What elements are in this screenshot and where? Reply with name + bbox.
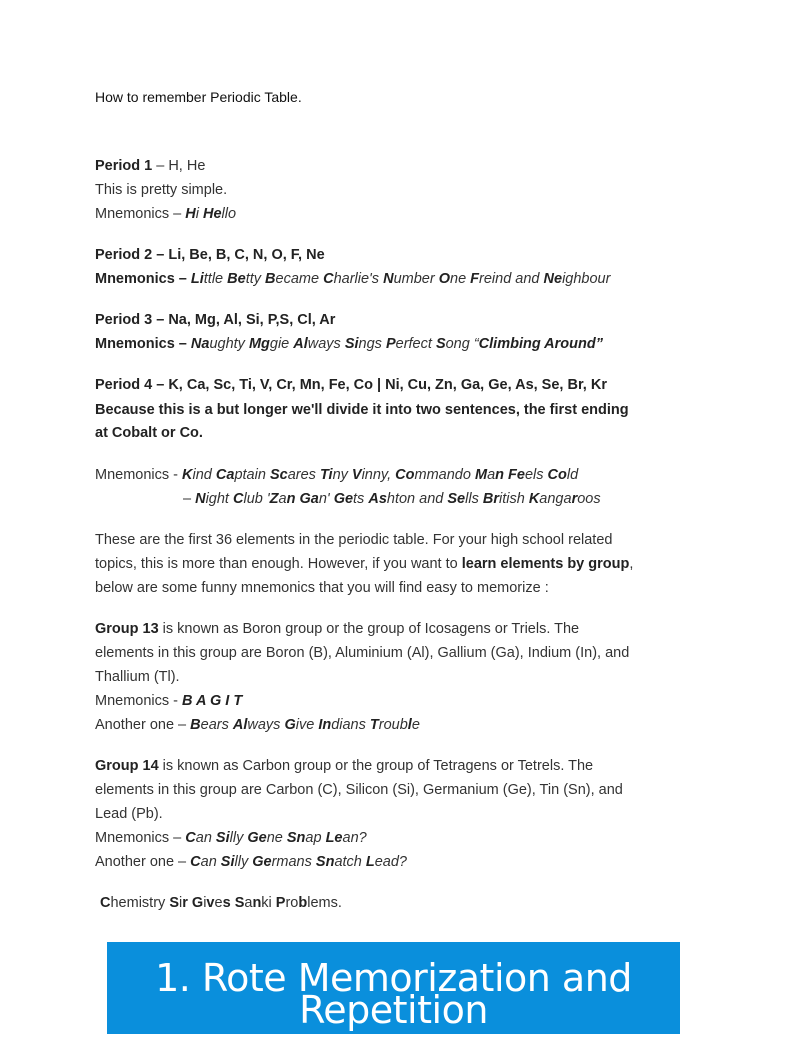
section-heading-banner — [107, 942, 680, 1034]
intro-line-3: below are some funny mnemonics that you will find easy to memorize : — [95, 580, 549, 596]
mnemonic-segment: n — [252, 895, 262, 911]
group-14-mnemonic: Mnemonics – Can Silly Gene Snap Lean? — [95, 830, 367, 846]
mnemonic-segment: L — [365, 854, 375, 870]
mnemonic-segment: C — [323, 271, 334, 287]
mnemonic-segment: ares — [287, 467, 320, 483]
mnemonic-segment: O — [438, 271, 450, 287]
mnemonic-segment: a — [244, 895, 253, 911]
mnemonic-segment: Co — [395, 467, 415, 483]
mnemonic-segment: G — [191, 895, 204, 911]
period-2-mnemonic: Mnemonics – Little Betty Became Charlie's Number One Freind and Neighbour — [95, 271, 611, 287]
mnemonic-segment: ki — [261, 895, 276, 911]
mnemonic-segment: Li — [190, 271, 204, 287]
mnemonic-segment: v — [206, 895, 215, 911]
mnemonic-segment: llo — [221, 206, 237, 222]
mnemonic-segment: l — [407, 717, 412, 733]
mnemonic-segment: Fe — [508, 467, 525, 483]
mnemonic-segment: n' — [318, 491, 334, 507]
mnemonic-segment: i — [195, 206, 203, 222]
mnemonic-segment: Ge — [252, 854, 272, 870]
mnemonic-segment: Sn — [315, 854, 335, 870]
group-14-line-3: Lead (Pb). — [95, 806, 163, 822]
mnemonic-segment: G — [284, 717, 296, 733]
mnemonic-segment: F — [470, 271, 480, 287]
mnemonic-segment: gie — [269, 336, 294, 352]
period-3-heading: Period 3 – Na, Mg, Al, Si, P,S, Cl, Ar — [95, 312, 336, 328]
mnemonic-segment: N — [195, 491, 206, 507]
period-1-note: This is pretty simple. — [95, 182, 228, 198]
banner-line-2: Repetition — [299, 988, 488, 1032]
mnemonic-segment: ead? — [374, 854, 407, 870]
mnemonic-segment: ne — [450, 271, 471, 287]
mnemonic-segment: V — [351, 467, 362, 483]
mnemonic-segment: e — [411, 717, 420, 733]
mnemonic-segment: roub — [378, 717, 408, 733]
group-13-line-1: Group 13 is known as Boron group or the group of Icosagens or Triels. The — [95, 621, 580, 637]
mnemonic-segment: ong “ — [445, 336, 479, 352]
mnemonic-segment: mmando — [414, 467, 475, 483]
final-mnemonic — [100, 893, 342, 913]
mnemonic-segment: Be — [227, 271, 246, 287]
mnemonic-segment: M — [474, 467, 488, 483]
period-1-mnemonic: Mnemonics – Hi Hello — [95, 206, 237, 222]
mnemonic-segment: In — [318, 717, 332, 733]
mnemonic-segment: S — [169, 895, 179, 911]
period-4-explanation-1: Because this is a but longer we'll divide it into two sentences, the first ending — [95, 402, 629, 418]
mnemonic-segment: Co — [547, 467, 567, 483]
mnemonic-segment: ecame — [275, 271, 324, 287]
period-2-heading: Period 2 – Li, Be, B, C, N, O, F, Ne — [95, 247, 325, 263]
banner-line-1: 1. Rote Memorization and — [155, 956, 632, 1000]
mnemonic-segment: C — [185, 830, 196, 846]
mnemonic-segment: ro — [285, 895, 299, 911]
mnemonic-segment: ive — [295, 717, 319, 733]
mnemonic-segment: anga — [539, 491, 572, 507]
mnemonic-segment: Mg — [248, 336, 270, 352]
mnemonic-segment: umber — [393, 271, 439, 287]
mnemonic-segment: a — [278, 491, 287, 507]
mnemonic-segment: Sc — [269, 467, 288, 483]
period-4-explanation-2: at Cobalt or Co. — [95, 425, 203, 441]
mnemonic-segment: K — [182, 467, 193, 483]
mnemonic-segment: Ga — [299, 491, 319, 507]
period-4-heading: Period 4 – K, Ca, Sc, Ti, V, Cr, Mn, Fe, Co | Ni, Cu, Zn, Ga, Ge, As, Se, Br, Kr — [95, 377, 607, 393]
mnemonic-segment: a — [487, 467, 496, 483]
mnemonic-segment: n — [495, 467, 504, 483]
mnemonic-segment: ind — [192, 467, 216, 483]
mnemonic-segment: Climbing Around” — [478, 336, 603, 352]
mnemonic-segment: Br — [482, 491, 499, 507]
mnemonic-segment: inny, — [361, 467, 396, 483]
period-3-mnemonic: Mnemonics – Naughty Mggie Always Sings Perfect Song “Climbing Around” — [95, 336, 603, 352]
mnemonic-segment: ptain — [234, 467, 270, 483]
mnemonic-segment: an? — [342, 830, 367, 846]
mnemonic-segment: C — [190, 854, 201, 870]
mnemonic-segment: hton and — [386, 491, 448, 507]
mnemonic-segment: ngs — [358, 336, 386, 352]
mnemonic-segment: ne — [266, 830, 287, 846]
mnemonic-segment: Si — [220, 854, 235, 870]
mnemonic-segment: Ge — [247, 830, 267, 846]
mnemonic-segment: Ne — [543, 271, 563, 287]
intro-line-2: topics, this is more than enough. However, if you want to learn elements by group, — [95, 556, 634, 572]
mnemonic-segment: s — [222, 895, 231, 911]
mnemonic-segment: itish — [498, 491, 529, 507]
group-13-another: Another one – Bears Always Give Indians Trouble — [95, 717, 420, 733]
mnemonic-segment: harlie's — [333, 271, 384, 287]
group-14-line-2: elements in this group are Carbon (C), Silicon (Si), Germanium (Ge), Tin (Sn), and — [95, 782, 623, 798]
mnemonic-segment: Ge — [333, 491, 354, 507]
mnemonic-segment: ap — [305, 830, 326, 846]
mnemonic-segment: ways — [307, 336, 345, 352]
mnemonic-segment: Se — [447, 491, 466, 507]
group-13-line-2: elements in this group are Boron (B), Aluminium (Al), Gallium (Ga), Indium (In), and — [95, 645, 630, 661]
mnemonic-segment: ighbour — [562, 271, 611, 287]
mnemonic-segment: Sn — [286, 830, 306, 846]
mnemonic-segment: B — [265, 271, 276, 287]
mnemonic-segment: b — [298, 895, 308, 911]
mnemonic-segment: Z — [269, 491, 279, 507]
mnemonic-segment: P — [385, 336, 396, 352]
mnemonic-segment: r — [571, 491, 578, 507]
mnemonic-segment: ts — [353, 491, 369, 507]
period-4-mnemonic-1: Mnemonics - Kind Captain Scares Tiny Vinny, Commando Man Feels Cold — [95, 467, 579, 483]
mnemonic-segment: Le — [325, 830, 343, 846]
mnemonic-segment: an — [200, 854, 221, 870]
mnemonic-segment: oos — [577, 491, 601, 507]
mnemonic-segment: ight — [205, 491, 233, 507]
mnemonic-segment: ears — [200, 717, 233, 733]
group-13-line-3: Thallium (Tl). — [95, 669, 180, 685]
mnemonic-segment: C — [233, 491, 244, 507]
mnemonic-segment: C — [100, 895, 111, 911]
mnemonic-segment: S — [435, 336, 446, 352]
mnemonic-segment: an — [195, 830, 216, 846]
group-14-line-1: Group 14 is known as Carbon group or the group of Tetragens or Tetrels. The — [95, 758, 594, 774]
intro-line-1: These are the first 36 elements in the periodic table. For your high school related — [95, 532, 613, 548]
mnemonic-segment: ughty — [209, 336, 249, 352]
mnemonic-segment: i — [178, 895, 183, 911]
mnemonic-segment: lly — [229, 830, 248, 846]
mnemonic-segment: lems. — [307, 895, 342, 911]
period-4-mnemonic-2: – Night Club 'Zan Gan' Gets Ashton and Sells British Kangaroos — [183, 491, 601, 507]
mnemonic-segment: lly — [234, 854, 253, 870]
mnemonic-segment: erfect — [395, 336, 436, 352]
mnemonic-segment: els — [524, 467, 548, 483]
mnemonic-segment: T — [369, 717, 379, 733]
mnemonic-segment: N — [383, 271, 394, 287]
group-13-mnemonic: Mnemonics - B A G I T — [95, 693, 243, 709]
mnemonic-segment: Si — [344, 336, 359, 352]
mnemonic-segment: ld — [566, 467, 579, 483]
group-14-another: Another one – Can Silly Germans Snatch Lead? — [95, 854, 407, 870]
mnemonic-segment: Al — [232, 717, 248, 733]
mnemonic-segment: S — [234, 895, 245, 911]
mnemonic-segment: Al — [293, 336, 308, 352]
mnemonic-segment: B — [190, 717, 201, 733]
mnemonic-segment: P — [275, 895, 286, 911]
mnemonic-segment: lub ' — [243, 491, 270, 507]
mnemonic-segment: ways — [247, 717, 285, 733]
mnemonic-segment: rmans — [271, 854, 316, 870]
mnemonic-segment: Ca — [215, 467, 235, 483]
mnemonic-segment: r — [182, 895, 188, 911]
document-title: How to remember Periodic Table. — [95, 89, 302, 105]
mnemonic-segment: hemistry — [110, 895, 170, 911]
mnemonic-segment: reind and — [479, 271, 544, 287]
mnemonic-segment: i — [203, 895, 207, 911]
mnemonic-segment: ttle — [203, 271, 228, 287]
mnemonic-segment: Si — [215, 830, 230, 846]
mnemonic-segment: Ti — [319, 467, 333, 483]
mnemonic-segment: H — [185, 206, 196, 222]
mnemonic-segment: He — [203, 206, 222, 222]
mnemonic-segment: n — [286, 491, 296, 507]
mnemonic-segment: Na — [190, 336, 210, 352]
mnemonic-segment: tty — [245, 271, 266, 287]
mnemonic-segment: K — [528, 491, 540, 507]
mnemonic-segment: atch — [334, 854, 366, 870]
mnemonic-segment: e — [214, 895, 223, 911]
mnemonic-segment: lls — [465, 491, 483, 507]
mnemonic-segment: dians — [331, 717, 370, 733]
mnemonic-segment: ny — [332, 467, 352, 483]
mnemonic-segment: As — [368, 491, 387, 507]
period-1-heading: Period 1 – H, He — [95, 158, 206, 174]
